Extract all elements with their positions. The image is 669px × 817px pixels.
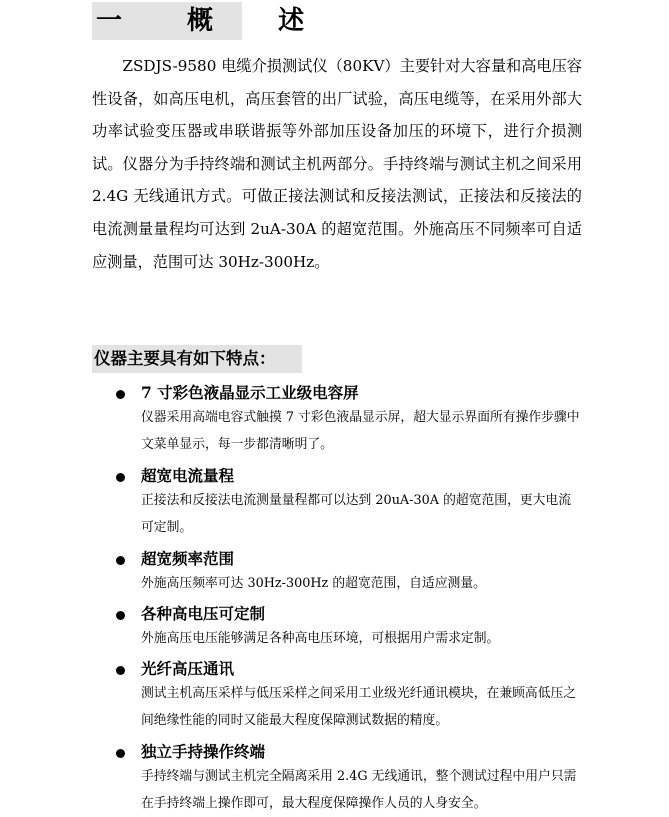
intro-paragraph (92, 50, 582, 278)
intro-text: ZSDJS-9580 电缆介损测试仪（80KV）主要针对大容量和高电压容性设备，如高压电机，高压套管的出厂试验，高压电缆等，在采用外部大功率试验变压器或串联谐振等外部加压设备加压的环境下，进行介损测试。仪器分为手持终端和测试主机两部分。手持终端与测试主机之间采用 2.4G 无线通讯方式。可做正接法测试和反接法测试，正接法和反接法的电流测量量程均可达到 2uA-30A 的超宽范围。外施高压不同频率可自适应测量，范围可达 30Hz-300Hz。 (92, 57, 582, 271)
feature-title: 超宽频率范围 (141, 549, 235, 568)
section-title: 一 概 述 (92, 2, 242, 40)
feature-description: 仪器采用高端电容式触摸 7 寸彩色液晶显示屏，超大显示界面所有操作步骤中文菜单显示，每一步都清晰明了。 (141, 410, 580, 452)
feature-title: 独立手持操作终端 (141, 742, 266, 761)
feature-title: 各种高电压可定制 (141, 604, 266, 623)
bullet-icon (116, 666, 125, 675)
feature-description: 外施高压频率可达 30Hz-300Hz 的超宽范围，自适应测量。 (141, 576, 486, 591)
feature-title: 超宽电流量程 (141, 466, 235, 485)
feature-title: 光纤高压通讯 (141, 659, 235, 678)
bullet-icon (116, 611, 125, 620)
feature-description: 正接法和反接法电流测量量程都可以达到 20uA-30A 的超宽范围，更大电流可定制。 (141, 493, 572, 535)
feature-description: 外施高压电压能够满足各种高电压环境，可根据用户需求定制。 (141, 631, 500, 646)
bullet-icon (116, 473, 125, 482)
feature-description: 测试主机高压采样与低压采样之间采用工业级光纤通讯模块，在兼顾高低压之间绝缘性能的同时又能最大程度保障测试数据的精度。 (141, 686, 577, 728)
feature-description: 手持终端与测试主机完全隔离采用 2.4G 无线通讯，整个测试过程中用户只需在手持终端上操作即可，最大程度保障操作人员的人身安全。 (141, 769, 577, 811)
feature-title: 7 寸彩色液晶显示工业级电容屏 (141, 383, 359, 402)
bullet-icon (116, 390, 125, 399)
bullet-icon (116, 749, 125, 758)
bullet-icon (116, 556, 125, 565)
features-heading: 仪器主要具有如下特点： (92, 345, 302, 373)
